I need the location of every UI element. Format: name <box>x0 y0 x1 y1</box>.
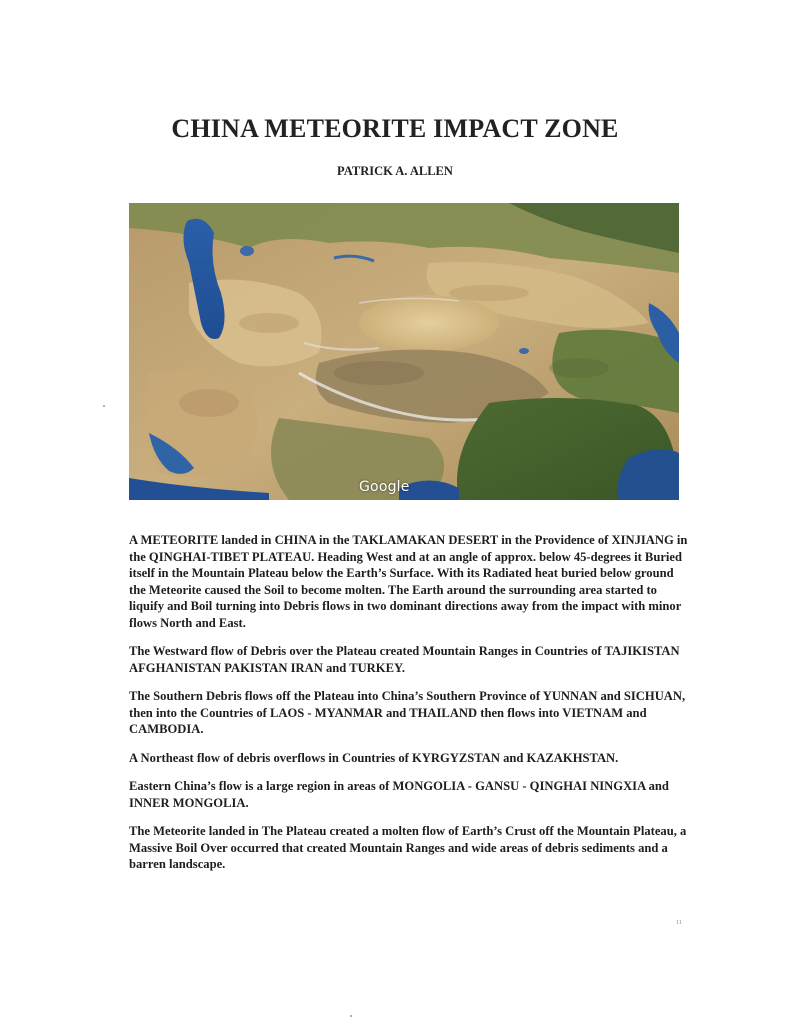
scan-speck <box>103 405 105 407</box>
paragraph: Eastern China’s flow is a large region in areas of MONGOLIA - GANSU - QINGHAI NINGXIA and INNER MONGOLIA. <box>129 779 669 810</box>
body-text <box>129 532 689 885</box>
paragraph: A METEORITE landed in CHINA in the TAKLAMAKAN DESERT in the Providence of XINJIANG in the QINGHAI-TIBET PLATEAU. Heading West and at an angle of approx. below 45-degrees it Buried itself in the Mountain Plateau below the Earth’s Surface. With its Radiated heat buried below ground the Meteorite caused the Soil to become molten. The Earth around the surrounding area started to liquify and Boil turning into Debris flows in two dominant directions away from the impact with minor flows North and East. <box>129 533 688 630</box>
map-watermark: Google <box>359 479 410 495</box>
paragraph: The Meteorite landed in The Plateau created a molten flow of Earth’s Crust off the Mountain Plateau, a Massive Boil Over occurred that created Mountain Ranges and wide areas of debris sediments and a barren landscape. <box>129 824 687 871</box>
satellite-map-graphic <box>129 203 679 500</box>
satellite-map-image <box>129 203 679 500</box>
document-title: CHINA METEORITE IMPACT ZONE <box>171 114 619 143</box>
page-number: 11 <box>676 920 682 926</box>
author-name: PATRICK A. ALLEN <box>337 164 453 178</box>
paragraph: The Southern Debris flows off the Plateau into China’s Southern Province of YUNNAN and SICHUAN, then into the Countries of LAOS - MYANMAR and THAILAND then flows into VIETNAM and CAMBODIA. <box>129 689 686 736</box>
paragraph: A Northeast flow of debris overflows in Countries of KYRGYZSTAN and KAZAKHSTAN. <box>129 750 619 765</box>
paragraph: The Westward flow of Debris over the Plateau created Mountain Ranges in Countries of TAJIKISTAN AFGHANISTAN PAKISTAN IRAN and TURKEY. <box>129 644 680 675</box>
scan-speck <box>350 1015 352 1017</box>
